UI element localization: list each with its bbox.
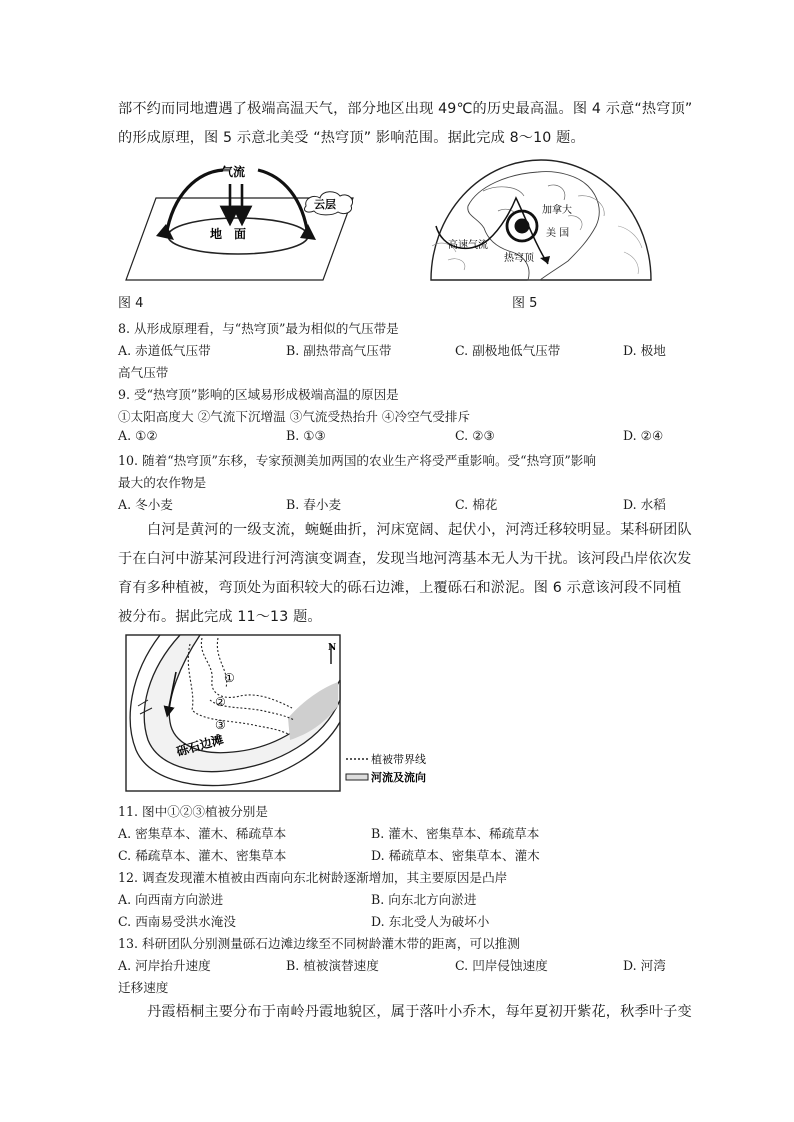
q11-stem: 11. 图中①②③植被分别是	[118, 804, 268, 819]
legend-boundary-label: 植被带界线	[371, 753, 426, 766]
fig4-label-airflow: 气流	[221, 165, 246, 179]
q8-option-d[interactable]: D. 极地	[623, 343, 666, 358]
q11-option-a[interactable]: A. 密集草本、灌木、稀疏草本	[118, 826, 287, 841]
q10-option-b[interactable]: B. 春小麦	[286, 497, 342, 512]
passage2-line1: 白河是黄河的一级支流，蜿蜒曲折，河床宽阔、起伏小，河湾迁移较明显。某科研团队	[147, 522, 692, 538]
passage1-line2: 的形成原理，图 5 示意北美受 “热穹顶” 影响范围。据此完成 8～10 题。	[118, 130, 585, 146]
q12-option-b[interactable]: B. 向东北方向淤进	[371, 892, 477, 907]
fig6-number-2: ②	[215, 695, 226, 709]
fig6-number-1: ①	[224, 671, 235, 685]
heat-dome-inner	[515, 219, 530, 234]
fig5-caption: 图 5	[512, 296, 538, 311]
q13-option-d[interactable]: D. 河湾	[623, 958, 666, 973]
legend-river-symbol	[346, 774, 368, 780]
q9-option-d[interactable]: D. ②④	[623, 428, 664, 443]
figure-6	[118, 630, 448, 796]
q13-option-b[interactable]: B. 植被演替速度	[286, 958, 379, 973]
q8-option-b[interactable]: B. 副热带高气压带	[286, 343, 392, 358]
q9-stem: 9. 受“热穹顶”影响的区域易形成极端高温的原因是	[118, 387, 399, 402]
fig5-label-usa: 美 国	[546, 228, 570, 239]
passage2-line4: 被分布。据此完成 11～13 题。	[118, 609, 322, 625]
q11-option-d[interactable]: D. 稀疏草本、密集草本、灌木	[371, 848, 540, 863]
passage1-line1: 部不约而同地遭遇了极端高温天气，部分地区出现 49℃的历史最高温。图 4 示意“热穹顶”	[118, 101, 693, 117]
q9-option-a[interactable]: A. ①②	[118, 428, 158, 443]
legend-river-label: 河流及流向	[371, 771, 426, 784]
q10-option-d[interactable]: D. 水稻	[623, 497, 666, 512]
q9-option-c[interactable]: C. ②③	[455, 428, 495, 443]
passage2-line2: 于在白河中游某河段进行河湾演变调查，发现当地河湾基本无人为干扰。该河段凸岸依次发	[118, 551, 692, 567]
fig4-caption: 图 4	[118, 296, 144, 311]
q13-stem: 13. 科研团队分别测量砾石边滩边缘至不同树龄灌木带的距离，可以推测	[118, 936, 520, 951]
q13-option-d-cont: 迁移速度	[118, 980, 169, 995]
q12-option-d[interactable]: D. 东北受人为破坏小	[371, 914, 490, 929]
q13-option-c[interactable]: C. 凹岸侵蚀速度	[455, 958, 548, 973]
q12-option-a[interactable]: A. 向西南方向淤进	[118, 892, 224, 907]
q12-stem: 12. 调查发现灌木植被由西南向东北树龄逐渐增加，其主要原因是凸岸	[118, 870, 508, 885]
q8-stem: 8. 从形成原理看，与“热穹顶”最为相似的气压带是	[118, 321, 399, 336]
passage2-line3: 育有多种植被，弯顶处为面积较大的砾石边滩，上覆砾石和淤泥。图 6 示意该河段不同植	[118, 580, 682, 596]
fig5-label-canada: 加拿大	[542, 205, 572, 216]
fig5-label-jet: 高速气流	[448, 240, 488, 251]
passage3-line1: 丹霞梧桐主要分布于南岭丹霞地貌区，属于落叶小乔木，每年夏初开紫花，秋季叶子变	[147, 1004, 692, 1020]
globe-outline	[431, 160, 651, 280]
q10-option-c[interactable]: C. 棉花	[455, 497, 498, 512]
q8-option-d-cont: 高气压带	[118, 365, 169, 380]
q10-option-a[interactable]: A. 冬小麦	[118, 497, 173, 512]
q9-option-b[interactable]: B. ①③	[286, 428, 326, 443]
q8-option-a[interactable]: A. 赤道低气压带	[118, 343, 211, 358]
q11-option-c[interactable]: C. 稀疏草本、灌木、密集草本	[118, 848, 287, 863]
q13-option-a[interactable]: A. 河岸抬升速度	[118, 958, 211, 973]
figure-5	[428, 156, 654, 284]
q10-stem-line2: 最大的农作物是	[118, 475, 207, 490]
figure-4	[118, 158, 358, 284]
north-label: N	[328, 643, 337, 653]
q9-items: ①太阳高度大 ②气流下沉增温 ③气流受热抬升 ④冷空气受排斥	[118, 409, 471, 424]
fig4-label-cloud: 云层	[314, 198, 336, 211]
fig5-label-dome: 热穹顶	[504, 253, 534, 264]
q11-option-b[interactable]: B. 灌木、密集草本、稀疏草本	[371, 826, 540, 841]
q10-stem-line1: 10. 随着“热穹顶”东移，专家预测美加两国的农业生产将受严重影响。受“热穹顶”影响	[118, 453, 596, 468]
right-air-arrow	[258, 170, 308, 236]
fig6-gravel-label: 砾石边滩	[174, 732, 225, 759]
fig6-number-3: ③	[215, 718, 226, 732]
q12-option-c[interactable]: C. 西南易受洪水淹没	[118, 914, 236, 929]
q8-option-c[interactable]: C. 副极地低气压带	[455, 343, 561, 358]
fig4-label-ground: 地 面	[210, 227, 247, 241]
